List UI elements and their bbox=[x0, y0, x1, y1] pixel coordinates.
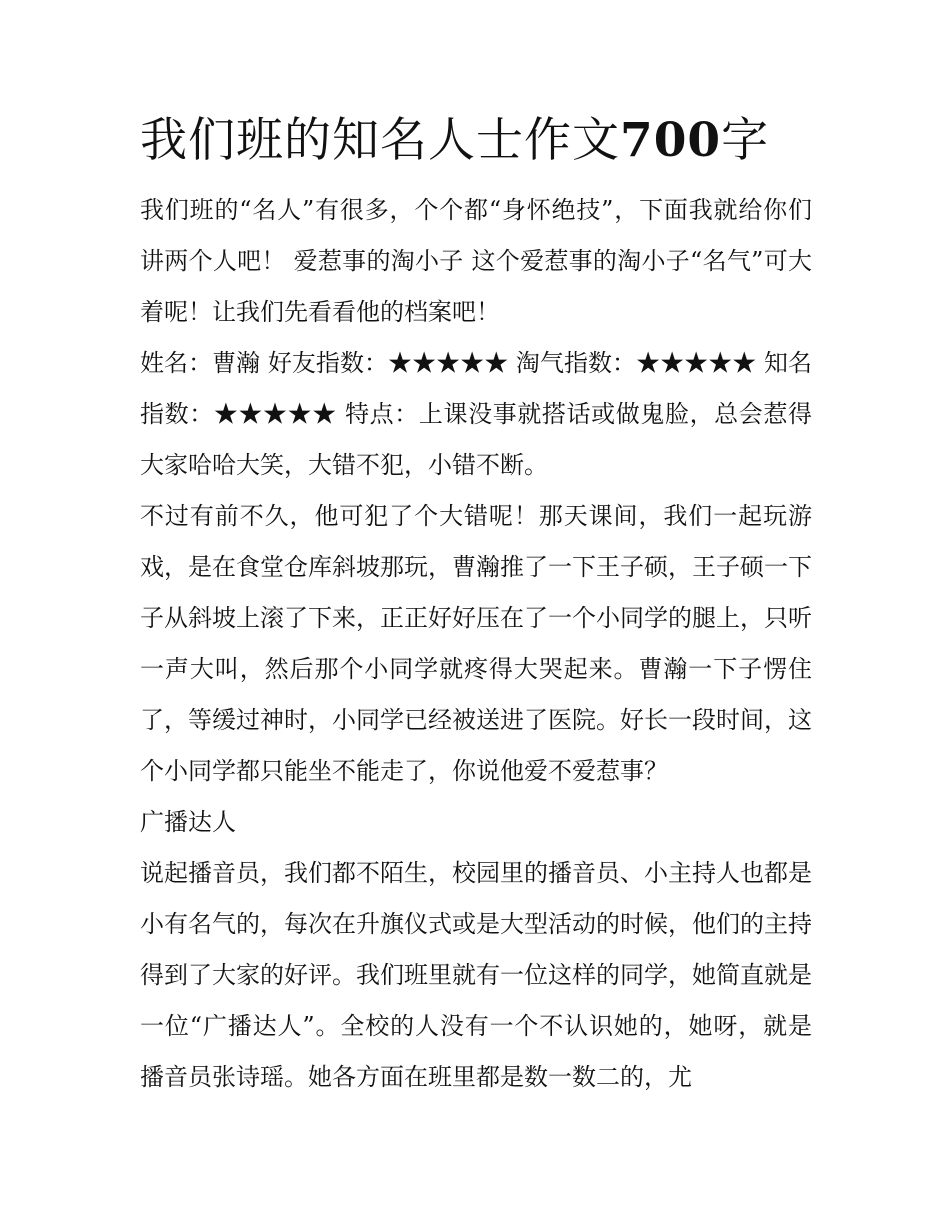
paragraph-broadcaster: 说起播音员，我们都不陌生，校园里的播音员、小主持人也都是小有名气的，每次在升旗仪式或是大型活动的时候，他们的主持得到了大家的好评。我们班里就有一位这样的同学，她简直就是一位“广播达人”。全校的人没有一个不认识她的，她呀，就是播音员张诗瑶。她各方面在班里都是数一数二的，尤 bbox=[140, 859, 812, 1092]
paragraph-incident: 不过有前不久，他可犯了个大错呢！那天课间，我们一起玩游戏，是在食堂仓库斜坡那玩，曹瀚推了一下王子硕，王子硕一下子从斜坡上滚了下来，正正好好压在了一个小同学的腿上，只听一声大叫，然后那个小同学就疼得大哭起来。曹瀚一下子愣住了，等缓过神时，小同学已经被送进了医院。好长一段时间，这个小同学都只能坐不能走了，你说他爱不爱惹事？ bbox=[140, 502, 812, 786]
paragraph-intro: 我们班的“名人”有很多，个个都“身怀绝技”，下面我就给你们讲两个人吧！ 爱惹事的淘小子 这个爱惹事的淘小子“名气”可大着呢！让我们先看看他的档案吧！ bbox=[140, 196, 812, 327]
section-heading-broadcast: 广播达人 bbox=[140, 808, 236, 837]
document-title bbox=[140, 110, 812, 171]
paragraph-profile: 姓名：曹瀚 好友指数：★★★★★ 淘气指数：★★★★★ 知名指数：★★★★★ 特点：上课没事就搭话或做鬼脸，总会惹得大家哈哈大笑，大错不犯，小错不断。 bbox=[140, 349, 812, 480]
title-suffix: 字 bbox=[721, 113, 770, 168]
title-text: 我们班的知名人士作文 bbox=[140, 113, 620, 168]
title-number: 700 bbox=[620, 113, 722, 168]
document-page bbox=[140, 110, 812, 1103]
